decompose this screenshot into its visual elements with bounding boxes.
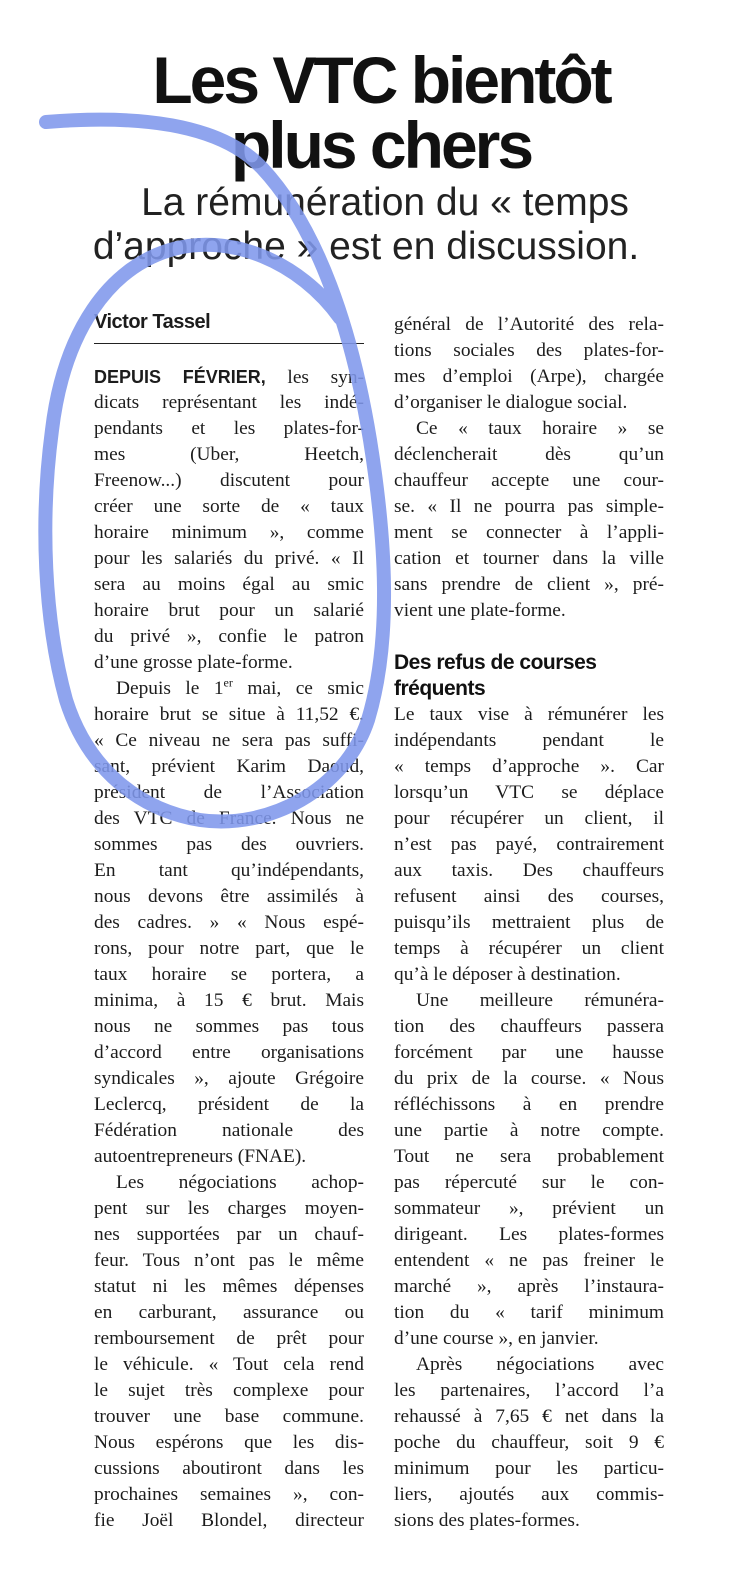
article-column-2 <box>394 312 664 1534</box>
text-line: indépendants pendant le <box>394 730 664 751</box>
text-line: Leclercq, président de la <box>94 1094 364 1115</box>
text-line: d’accord entre organisations <box>94 1042 364 1063</box>
text-line: qu’à le déposer à destination. <box>394 964 621 985</box>
text-line: horaire minimum », comme <box>94 522 364 543</box>
text-line: minimum pour les particu- <box>394 1458 664 1479</box>
article-subtitle <box>0 181 732 269</box>
text-line: mes d’emploi (Arpe), chargée <box>394 366 664 387</box>
text-line: cation et tourner dans la ville <box>394 548 664 569</box>
text-line: les partenaires, l’accord l’a <box>394 1380 664 1401</box>
text-line: président de l’Association <box>94 782 364 803</box>
text-line: taux horaire se portera, a <box>94 964 364 985</box>
text-line: d’une grosse plate-forme. <box>94 652 293 673</box>
text-line: nes supportées par un chauf- <box>94 1224 364 1245</box>
superscript: er <box>223 675 233 690</box>
text-line: fie Joël Blondel, directeur <box>94 1510 364 1531</box>
text-line: nous devons être assimilés à <box>94 886 364 907</box>
text-line: vient une plate-forme. <box>394 600 566 621</box>
text-line: dirigeant. Les plates-formes <box>394 1224 664 1245</box>
text-line: feur. Tous n’ont pas le même <box>94 1250 364 1271</box>
text-line: Les négociations achop- <box>116 1172 364 1193</box>
text-line: déclencherait dès qu’un <box>394 444 664 465</box>
text-line: d’une course », en janvier. <box>394 1328 599 1349</box>
text-line: se. « Il ne pourra pas simple- <box>394 496 664 517</box>
text-line: dicats représentant les indé- <box>94 392 364 413</box>
text-line: sans prendre de client », pré- <box>394 574 664 595</box>
text-line: du prix de la course. « Nous <box>394 1068 664 1089</box>
subtitle-line: La rémunération du « temps <box>141 181 629 224</box>
text-line: rons, pour notre part, que le <box>94 938 364 959</box>
text-line: Nous espérons que les dis- <box>94 1432 364 1453</box>
article-column-1 <box>94 364 364 1534</box>
text-line: général de l’Autorité des rela- <box>394 314 664 335</box>
text-line: en carburant, assurance ou <box>94 1302 364 1323</box>
text-line: Tout ne sera probablement <box>394 1146 664 1167</box>
text-line: chauffeur accepte une cour- <box>394 470 664 491</box>
text-line: marché », après l’instaura- <box>394 1276 664 1297</box>
title-line: plus chers <box>230 108 532 182</box>
text-line: « Ce niveau ne sera pas suffi- <box>94 730 364 751</box>
text-line: des cadres. » « Nous espé- <box>94 912 364 933</box>
text-line: pour les salariés du privé. « Il <box>94 548 364 569</box>
text-line: rehaussé à 7,65 € net dans la <box>394 1406 664 1427</box>
text-line: n’est pas payé, contrairement <box>394 834 664 855</box>
text-line: remboursement de prêt pour <box>94 1328 364 1349</box>
text-line: mes (Uber, Heetch, <box>94 444 364 465</box>
text-line: pendants et les plates-for- <box>94 418 364 439</box>
text-line: tion des chauffeurs passera <box>394 1016 664 1037</box>
text-line: refusent ainsi des courses, <box>394 886 664 907</box>
section-subheading: fréquents <box>394 677 486 700</box>
text-line: aux taxis. Des chauffeurs <box>394 860 664 881</box>
section-gap <box>394 624 664 650</box>
text-line: entendent « ne pas freiner le <box>394 1250 664 1271</box>
text-line: En tant qu’indépendants, <box>94 860 364 881</box>
text-line: sions des plates-formes. <box>394 1510 580 1531</box>
text-line: une partie à notre compte. <box>394 1120 664 1141</box>
text-line: horaire brut se situe à 11,52 €. <box>94 704 364 725</box>
text-line: DEPUIS FÉVRIER, les syn- <box>94 367 364 388</box>
text-line: tions sociales des plates-for- <box>394 340 664 361</box>
text-line: du privé », confie le patron <box>94 626 364 647</box>
text-line: puisqu’ils mettraient plus de <box>394 912 664 933</box>
text-line: pour récupérer un client, il <box>394 808 664 829</box>
text-line: poche du chauffeur, soit 9 € <box>394 1432 664 1453</box>
section-subheading: Des refus de courses <box>394 651 597 674</box>
text-line: Après négociations avec <box>416 1354 664 1375</box>
text-line: autoentrepreneurs (FNAE). <box>94 1146 307 1167</box>
text-line: nous ne sommes pas tous <box>94 1016 364 1037</box>
text-line: cussions aboutiront dans les <box>94 1458 364 1479</box>
text-line: tion du « tarif minimum <box>394 1302 664 1323</box>
text-line: syndicales », ajoute Grégoire <box>94 1068 364 1089</box>
text-line: d’organiser le dialogue social. <box>394 392 628 413</box>
text-line: sommateur », prévient un <box>394 1198 664 1219</box>
author-byline: Victor Tassel <box>94 308 364 344</box>
text-line: Le taux vise à rémunérer les <box>394 704 664 725</box>
text-line: sommes pas des ouvriers. <box>94 834 364 855</box>
text-line: des VTC de France. Nous ne <box>94 808 364 829</box>
lead-in: DEPUIS FÉVRIER, <box>94 367 266 387</box>
text-line: le véhicule. « Tout cela rend <box>94 1354 364 1375</box>
text-line: Freenow...) discutent pour <box>94 470 364 491</box>
text-line: sant, prévient Karim Daoud, <box>94 756 364 777</box>
text-line: Une meilleure rémunéra- <box>416 990 664 1011</box>
subtitle-line: d’approche » est en discussion. <box>92 225 640 268</box>
text-line: le sujet très complexe pour <box>94 1380 364 1401</box>
text-line: liers, ajoutés aux commis- <box>394 1484 664 1505</box>
text-line: créer une sorte de « taux <box>94 496 364 517</box>
text-line: Ce « taux horaire » se <box>416 418 664 439</box>
text-line: forcément par une hausse <box>394 1042 664 1063</box>
text-line: statut ni les mêmes dépenses <box>94 1276 364 1297</box>
text-line: pent sur les charges moyen- <box>94 1198 364 1219</box>
text-line: « temps d’approche ». Car <box>394 756 664 777</box>
text-line: Depuis le 1er mai, ce smic <box>116 675 364 699</box>
text-line: sera au moins égal au smic <box>94 574 364 595</box>
article-title <box>0 43 732 182</box>
text-line: lorsqu’un VTC se déplace <box>394 782 664 803</box>
text-line: minima, à 15 € brut. Mais <box>94 990 364 1011</box>
text-line: horaire brut pour un salarié <box>94 600 364 621</box>
text-line: temps à récupérer un client <box>394 938 664 959</box>
text-line: trouver une base commune. <box>94 1406 364 1427</box>
text-line: réfléchissons à en prendre <box>394 1094 664 1115</box>
text-line: prochaines semaines », con- <box>94 1484 364 1505</box>
text-line: Fédération nationale des <box>94 1120 364 1141</box>
text-line: ment se connecter à l’appli- <box>394 522 664 543</box>
title-line: Les VTC bientôt <box>152 43 610 117</box>
text-line: pas répercuté sur le con- <box>394 1172 664 1193</box>
